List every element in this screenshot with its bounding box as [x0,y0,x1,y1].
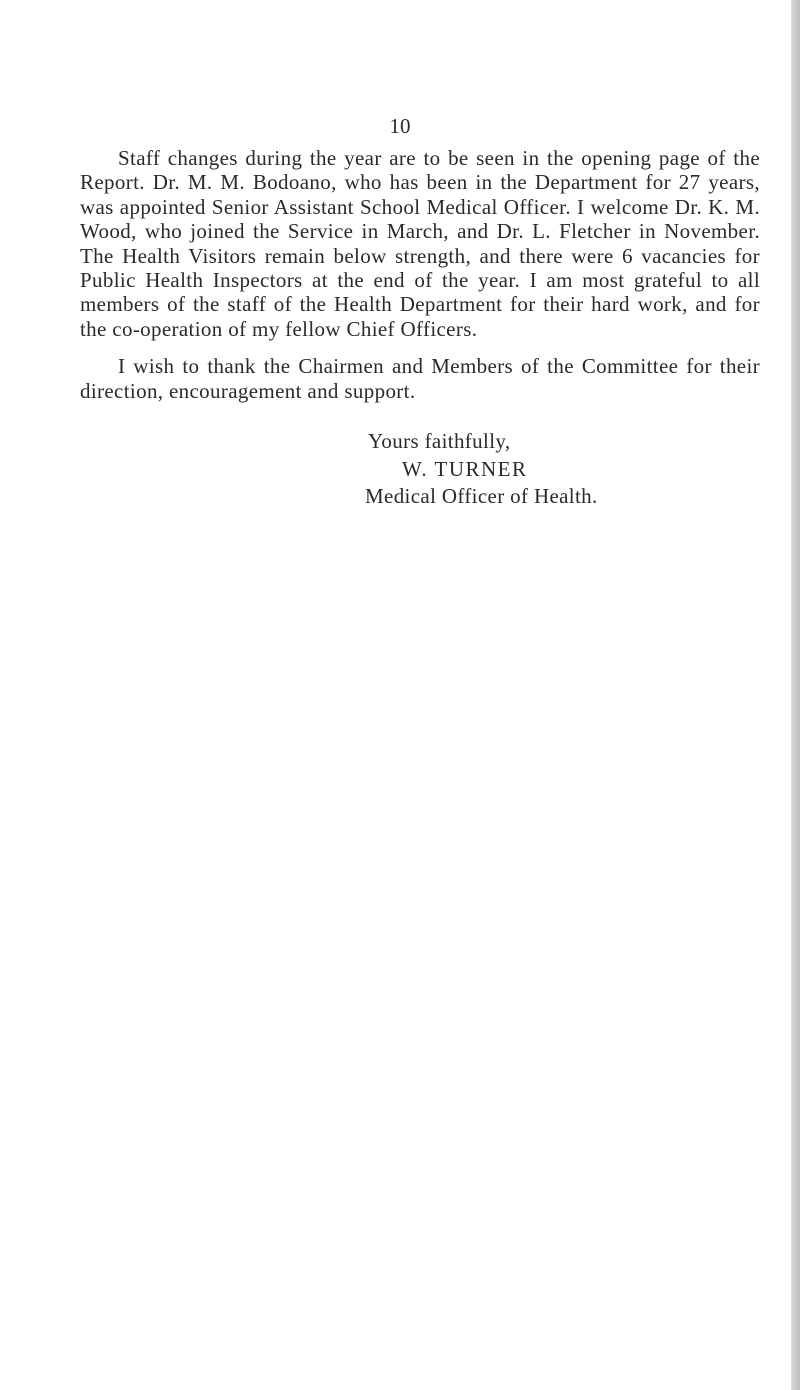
signature-closing: Yours faithfully, [368,429,511,453]
page-edge-shadow [791,0,800,1390]
signature-block [0,428,800,511]
paragraph-thanks: I wish to thank the Chairmen and Members of the Committee for their direction, encouragement and support. [80,354,760,403]
signature-name: W. TURNER [402,456,528,481]
signature-title: Medical Officer of Health. [365,484,598,508]
page-number: 10 [389,114,411,138]
letter-body [80,146,760,416]
paragraph-staff-changes: Staff changes during the year are to be seen in the opening page of the Report. Dr. M. M. Bodoano, who has been in the Department for 27 years, was appointed Senior Assistant School Medical Officer. I welcome Dr. K. M. Wood, who joined the Service in March, and Dr. L. Fletcher in November. The Health Visitors remain below strength, and there were 6 vacancies for Public Health Inspectors at the end of the year. I am most grateful to all members of the staff of the Health Department for their hard work, and for the co-operation of my fellow Chief Officers. [80,146,760,341]
